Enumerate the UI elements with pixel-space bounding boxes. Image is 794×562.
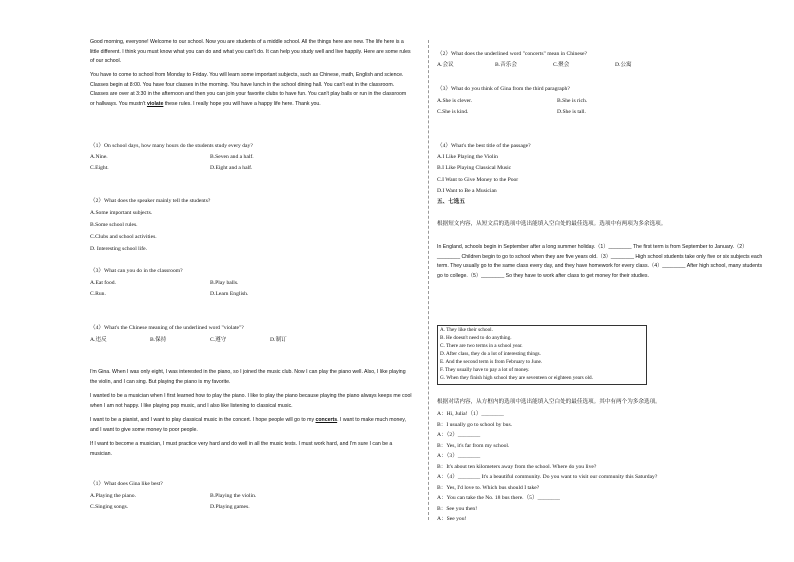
passage2-para1: I'm Gina. When I was only eight, I was interested in the piano, so I joined the music club. Now I can play the piano well. Also, I like playing the violin, and I can sing. But playing the piano is my favorite.: [90, 369, 406, 385]
q4-option-a[interactable]: A.违反: [90, 337, 107, 343]
q6-stem: （2）What does the underlined word "concerts" mean in Chinese?: [437, 51, 587, 57]
q8-option-d[interactable]: D.I Want to Be a Musician: [437, 188, 497, 194]
q7-option-d[interactable]: D.She is tall.: [557, 109, 586, 115]
dialog-line-6: B：It's about ten kilometers away from the school. Where do you live?: [437, 464, 597, 470]
q5-option-b[interactable]: B.Playing the violin.: [210, 493, 257, 499]
q4-option-c[interactable]: C.遵守: [210, 337, 227, 343]
q8-stem: （4）What's the best title of the passage?: [437, 143, 531, 149]
underlined-violate: violate: [146, 100, 164, 107]
q1-option-c[interactable]: C.Eight.: [90, 165, 109, 171]
q4-option-d[interactable]: D.制订: [270, 337, 287, 343]
option-box-c: C. There are two terms in a school year.: [440, 343, 523, 349]
passage3: In England, schools begin in September after a long summer holiday.（1）________ The first term is from September to January.（2）________ Children begin to go to school when they are five years old.（3）________ High school students take only five or six subjects each term. They usually go to the same class every day, and they have homework for every class.（4）________ After high school, many students go to college.（5）________ So they have to work after class to get money for their studies.: [437, 244, 763, 279]
q1-stem: （1）On school days, how many hours do the students study every day?: [90, 143, 253, 149]
q5-option-a[interactable]: A.Playing the piano.: [90, 493, 136, 499]
q3-option-b[interactable]: B.Play balls.: [210, 280, 239, 286]
q5-option-d[interactable]: D.Playing games.: [210, 504, 250, 510]
section-title-5: 五、七选五: [437, 199, 465, 205]
q3-stem: （3）What can you do in the classroom?: [90, 268, 183, 274]
option-box-d: D. After class, they do a lot of interesting things.: [440, 351, 541, 357]
dialog-line-11: A：See you!: [437, 516, 467, 522]
dialog-line-2: B：I usually go to school by bus.: [437, 422, 513, 428]
q3-option-a[interactable]: A.Eat food.: [90, 280, 116, 286]
dialog-line-8: B：Yes, I'd love to. Which bus should I take?: [437, 485, 540, 491]
passage1-para2: You have to come to school from Monday to Friday. You will learn some important subjects, such as Chinese, math, English and science. Classes begin at 8:00. You have four classes in the morning. You have lunch in the school dining hall. You can't eat in the classroom. Classes are over at 3:30 in the afternoon and then you can join your favorite clubs to have fun. You can't play balls or run in the classroom or hallways. You mustn't violate these rules. I really hope you will have a happy life here. Thank you.: [90, 72, 407, 107]
q7-stem: （3）What do you think of Gina from the third paragraph?: [437, 86, 570, 92]
instruction-2: 根据对话内容，从方框内的选项中选出能填入空白处的最佳选项。其中有两个为多余选项。: [437, 399, 661, 405]
q8-option-a[interactable]: A.I Like Playing the Violin: [437, 154, 498, 160]
q7-option-c[interactable]: C.She is kind.: [437, 109, 469, 115]
dialog-line-9: A：You can take the No. 18 bus there.（5）________: [437, 495, 560, 501]
q6-option-a[interactable]: A.会议: [437, 62, 454, 68]
q8-option-c[interactable]: C.I Want to Give Money to the Poor: [437, 177, 519, 183]
q7-option-a[interactable]: A.She is clever.: [437, 98, 473, 104]
q2-option-d[interactable]: D. Interesting school life.: [90, 246, 148, 252]
instruction-1: 根据短文内容，从短文后的选项中选出能填入空白处的最佳选项。选项中有两项为多余选项。: [437, 221, 667, 227]
q6-option-b[interactable]: B.音乐会: [495, 62, 517, 68]
q4-option-b[interactable]: B.保持: [150, 337, 167, 343]
option-box-e: E. And the second term is from February to June.: [440, 359, 543, 365]
options-box: [437, 325, 647, 385]
option-box-a: A. They like their school.: [440, 327, 493, 333]
q1-option-a[interactable]: A.Nine.: [90, 154, 108, 160]
q8-option-b[interactable]: B.I Like Playing Classical Music: [437, 165, 512, 171]
q2-stem: （2）What does the speaker mainly tell the students?: [90, 198, 211, 204]
q6-option-c[interactable]: C.聚会: [553, 62, 570, 68]
underlined-concerts: concerts: [315, 417, 338, 423]
q2-option-c[interactable]: C.Clubs and school activities.: [90, 234, 157, 240]
q7-option-b[interactable]: B.She is rich.: [557, 98, 588, 104]
dialog-line-5: A：（3）________: [437, 453, 481, 459]
dialog-line-10: B：See you then!: [437, 506, 478, 512]
q2-option-b[interactable]: B.Some school rules.: [90, 222, 138, 228]
passage2-para2: I wanted to be a musician when I first learned how to play the piano. I like to play the piano because playing the piano always keeps me cool when I am not happy. I like playing pop music, and I also like listening to classical music.: [90, 393, 412, 409]
q1-option-d[interactable]: D.Eight and a half.: [210, 165, 253, 171]
q3-option-c[interactable]: C.Run.: [90, 291, 106, 297]
option-box-f: F. They usually have to pay a lot of money.: [440, 367, 530, 373]
q4-stem: （4）What's the Chinese meaning of the underlined word "violate"?: [90, 325, 244, 331]
dialog-line-1: A：Hi, Julia!（1）________: [437, 411, 504, 417]
q2-option-a[interactable]: A.Some important subjects.: [90, 210, 153, 216]
column-divider: [428, 40, 429, 520]
option-box-b: B. He doesn't need to do anything.: [440, 335, 512, 341]
q5-stem: （1）What does Gina like best?: [90, 481, 163, 487]
q6-option-d[interactable]: D.公寓: [615, 62, 632, 68]
dialog-line-3: A：（2）________: [437, 432, 481, 438]
passage2-para4: If I want to become a musician, I must practice very hard and do well in all the music tests. I must work hard, and I'm sure I can be a musician.: [90, 441, 393, 457]
passage1-para1: Good morning, everyone! Welcome to our school. Now you are students of a middle school. All the things here are new. The life here is a little different. I think you must know what you can do and what you can't do. It can help you study well and live happily. Here are some rules of our school.: [90, 39, 411, 65]
dialog-line-7: A：（4）________ It's a beautiful community. Do you want to visit our community this Saturday?: [437, 474, 658, 480]
q1-option-b[interactable]: B.Seven and a half.: [210, 154, 254, 160]
q5-option-c[interactable]: C.Singing songs.: [90, 504, 129, 510]
q3-option-d[interactable]: D.Learn English.: [210, 291, 249, 297]
dialog-line-4: B：Yes, it's far from my school.: [437, 443, 510, 449]
passage2-para3: I want to be a pianist, and I want to play classical music in the concert. I hope people will go to my concerts. I want to make much money, and I want to give some money to poor people.: [90, 417, 406, 433]
option-box-g: G. When they finish high school they are seventeen or eighteen years old.: [440, 375, 593, 381]
